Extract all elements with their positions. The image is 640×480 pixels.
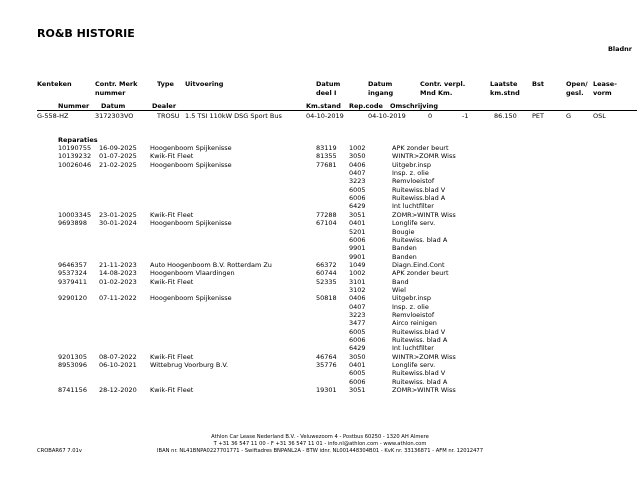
repair-kmstand: 46764	[316, 352, 337, 361]
footer-registration: IBAN nr. NL41BNPA0227701771 - Swiftadres BNPANL2A - BTW idnr. NL001448304B01 - KvK nr. 33136871 - AFM nr. 12012477	[156, 448, 483, 454]
footer-form-code: CROBAR67 7.01v	[37, 448, 82, 454]
repair-omschrijving: Longlife serv.	[392, 361, 436, 370]
repair-dealer: Kwik-Fit Fleet	[150, 277, 194, 286]
repair-code: 3223	[349, 311, 366, 319]
repair-code: 0406	[349, 294, 366, 303]
table-row	[0, 228, 640, 236]
repair-omschrijving: Ruitewiss.blad V	[392, 185, 446, 194]
repair-code: 6429	[349, 344, 366, 353]
repair-code: 3223	[349, 177, 366, 186]
repair-code: 3050	[349, 152, 366, 161]
table-row	[0, 319, 640, 327]
repair-omschrijving: Diagn.Eind.Cont	[392, 260, 445, 269]
repair-kmstand: 50818	[316, 294, 337, 303]
table-row	[0, 219, 640, 227]
repair-kmstand: 66372	[316, 260, 337, 269]
repair-dealer: Hoogenboom Spijkenisse	[150, 294, 232, 303]
repair-nummer: 9290120	[58, 294, 87, 303]
repair-datum: 21-02-2025	[99, 160, 137, 169]
repair-omschrijving: Ruitewiss.blad A	[392, 194, 446, 203]
repair-omschrijving: ZOMR>WINTR Wiss	[392, 386, 456, 395]
repair-datum: 06-10-2021	[99, 361, 137, 370]
repair-dealer: Kwik-Fit Fleet	[150, 352, 194, 361]
repair-kmstand: 83119	[316, 144, 337, 152]
repair-kmstand: 52335	[316, 277, 337, 286]
repair-code: 0401	[349, 219, 366, 228]
repair-datum: 07-11-2022	[99, 294, 137, 303]
table-row	[0, 244, 640, 252]
repair-omschrijving: Int luchtfilter	[392, 202, 434, 211]
repair-datum: 23-01-2025	[99, 210, 137, 219]
table-row	[0, 369, 640, 377]
vehicle-lease: OSL	[593, 112, 606, 120]
repair-omschrijving: Wiel	[392, 285, 406, 294]
repair-omschrijving: Bougie	[392, 227, 415, 236]
repair-kmstand: 77288	[316, 210, 337, 219]
table-row	[0, 386, 640, 394]
repair-code: 3101	[349, 277, 366, 286]
table-row	[0, 194, 640, 202]
repair-datum: 30-01-2024	[99, 219, 137, 228]
section-label-reparaties: Reparaties	[58, 136, 98, 144]
vehicle-bst: PET	[532, 112, 544, 120]
repair-datum: 01-07-2025	[99, 152, 137, 161]
repair-omschrijving: Int luchtfilter	[392, 344, 434, 353]
table-row	[0, 261, 640, 269]
repair-dealer: Wittebrug Voorburg B.V.	[150, 361, 229, 370]
subheader-dealer: Dealer	[152, 102, 177, 110]
repair-code: 3102	[349, 285, 366, 294]
repair-code: 6005	[349, 327, 366, 336]
repair-nummer: 8741156	[58, 386, 87, 395]
page-title: RO&B HISTORIE	[37, 27, 135, 40]
repair-code: 6006	[349, 377, 366, 386]
table-row	[0, 186, 640, 194]
vehicle-open: G	[566, 112, 572, 120]
table-row	[0, 202, 640, 210]
repair-code: 6005	[349, 185, 366, 194]
table-row	[0, 177, 640, 185]
vehicle-type: TROSU	[157, 112, 180, 120]
table-row	[0, 353, 640, 361]
repair-omschrijving: Ruitewiss.blad V	[392, 327, 446, 336]
header-bst: Bst	[532, 80, 544, 88]
repair-code: 6005	[349, 369, 366, 378]
subheader-nummer: Nummer	[58, 102, 90, 110]
repair-code: 3051	[349, 386, 366, 395]
repair-dealer: Auto Hoogenboom B.V. Rotterdam Zu	[150, 260, 272, 269]
repair-code: 6006	[349, 194, 366, 203]
header-uitvoering: Uitvoering	[185, 80, 224, 88]
vehicle-km: -1	[462, 112, 469, 120]
vehicle-kenteken: G-558-HZ	[37, 112, 69, 120]
table-row	[0, 344, 640, 352]
table-row	[0, 152, 640, 160]
repair-datum: 16-09-2025	[99, 144, 137, 152]
table-row	[0, 286, 640, 294]
header-open: Open/ gesl.	[566, 80, 588, 97]
repair-code: 3051	[349, 210, 366, 219]
footer-address: Athlon Car Lease Nederland B.V. - Veluwezoom 4 - Postbus 60250 - 1320 AH Almere	[211, 434, 429, 440]
repair-nummer: 8953096	[58, 361, 87, 370]
header-contract-merk: Contr. Merk nummer	[95, 80, 138, 97]
repair-dealer: Hoogenboom Spijkenisse	[150, 219, 232, 228]
repair-kmstand: 67104	[316, 219, 337, 228]
repair-dealer: Kwik-Fit Fleet	[150, 152, 194, 161]
repair-nummer: 9379411	[58, 277, 87, 286]
table-row	[0, 278, 640, 286]
repair-dealer: Hoogenboom Vlaardingen	[150, 269, 235, 278]
footer-contact: T +31 36 547 11 00 - F +31 36 547 11 01 - info.nl@athlon.com - www.athlon.com	[213, 441, 427, 447]
repair-omschrijving: Insp. z. olie	[392, 302, 429, 311]
table-row	[0, 378, 640, 386]
repair-omschrijving: Airco reinigen	[392, 319, 437, 328]
table-row	[0, 311, 640, 319]
repair-datum: 28-12-2020	[99, 386, 137, 395]
repair-kmstand: 35776	[316, 361, 337, 370]
vehicle-uitvoering: 1.5 TSI 110kW DSG Sport Bus	[185, 112, 282, 120]
table-row	[0, 211, 640, 219]
table-row	[0, 269, 640, 277]
repair-omschrijving: Longlife serv.	[392, 219, 436, 228]
header-type: Type	[157, 80, 174, 88]
repair-datum: 01-02-2023	[99, 277, 137, 286]
repair-omschrijving: WINTR>ZOMR Wiss	[392, 152, 456, 161]
header-divider	[37, 110, 637, 111]
repair-nummer: 9646357	[58, 260, 87, 269]
repair-kmstand: 19301	[316, 386, 337, 395]
header-datum-ingang: Datum ingang	[368, 80, 394, 97]
subheader-datum: Datum	[101, 102, 126, 110]
repair-code: 6006	[349, 235, 366, 244]
repair-dealer: Kwik-Fit Fleet	[150, 386, 194, 395]
header-laatste: Laatste km.stnd	[490, 80, 520, 97]
repair-omschrijving: Banden	[392, 244, 417, 253]
repair-omschrijving: APK zonder beurt	[392, 144, 449, 152]
repair-nummer: 9201305	[58, 352, 87, 361]
repair-code: 1002	[349, 144, 366, 152]
repair-code: 6429	[349, 202, 366, 211]
repair-omschrijving: Ruitewiss. blad A	[392, 377, 448, 386]
repair-dealer: Hoogenboom Spijkenisse	[150, 160, 232, 169]
repair-dealer: Kwik-Fit Fleet	[150, 210, 194, 219]
table-row	[0, 253, 640, 261]
header-contr-verpl: Contr. verpl. Mnd Km.	[420, 80, 466, 97]
page-number-label: Bladnr	[607, 45, 632, 53]
repair-code: 0401	[349, 361, 366, 370]
repair-datum: 14-08-2023	[99, 269, 137, 278]
repair-code: 1049	[349, 260, 366, 269]
vehicle-datum-ingang: 04-10-2019	[368, 112, 406, 120]
header-datum-deel: Datum deel I	[316, 80, 341, 97]
repair-omschrijving: Ruitewiss. blad A	[392, 235, 448, 244]
repair-code: 0407	[349, 169, 366, 178]
table-row	[0, 161, 640, 169]
repair-dealer: Hoogenboom Spijkenisse	[150, 144, 232, 152]
subheader-repcode: Rep.code	[349, 102, 383, 110]
repair-nummer: 10139232	[58, 152, 92, 161]
table-row	[0, 169, 640, 177]
repair-nummer: 10026046	[58, 160, 92, 169]
subheader-kmstand: Km.stand	[306, 102, 341, 110]
repair-code: 3050	[349, 352, 366, 361]
repair-kmstand: 77681	[316, 160, 337, 169]
repair-code: 5201	[349, 227, 366, 236]
table-row	[0, 361, 640, 369]
repair-nummer: 9537324	[58, 269, 87, 278]
table-row	[0, 336, 640, 344]
repair-omschrijving: Ruitewiss. blad A	[392, 336, 448, 345]
header-kenteken: Kenteken	[37, 80, 72, 88]
table-row	[0, 144, 640, 152]
repair-nummer: 10190755	[58, 144, 92, 152]
repair-omschrijving: Banden	[392, 252, 417, 261]
repair-code: 3477	[349, 319, 366, 328]
table-row	[0, 328, 640, 336]
table-row	[0, 303, 640, 311]
repair-code: 6006	[349, 336, 366, 345]
repair-code: 0407	[349, 302, 366, 311]
repair-code: 9901	[349, 244, 366, 253]
repair-omschrijving: ZOMR>WINTR Wiss	[392, 210, 456, 219]
vehicle-contract: 3172303VO	[95, 112, 134, 120]
repair-kmstand: 60744	[316, 269, 337, 278]
repair-omschrijving: APK zonder beurt	[392, 269, 449, 278]
repair-omschrijving: Uitgebr.insp	[392, 294, 431, 303]
repair-code: 0406	[349, 160, 366, 169]
repair-nummer: 9693898	[58, 219, 87, 228]
header-lease: Lease- vorm	[593, 80, 617, 97]
vehicle-datum-deel: 04-10-2019	[306, 112, 344, 120]
table-row	[0, 236, 640, 244]
table-row	[0, 294, 640, 302]
subheader-omschrijving: Omschrijving	[390, 102, 439, 110]
repair-omschrijving: Band	[392, 277, 409, 286]
repair-omschrijving: Uitgebr.insp	[392, 160, 431, 169]
repair-nummer: 10003345	[58, 210, 92, 219]
repair-code: 1002	[349, 269, 366, 278]
repair-omschrijving: Ruitewiss.blad V	[392, 369, 446, 378]
repair-datum: 08-07-2022	[99, 352, 137, 361]
repair-omschrijving: Remvloeistof	[392, 177, 435, 186]
repair-omschrijving: Remvloeistof	[392, 311, 435, 319]
vehicle-mnd: 0	[428, 112, 433, 120]
repair-code: 9901	[349, 252, 366, 261]
repair-kmstand: 81355	[316, 152, 337, 161]
vehicle-laatste: 86.150	[494, 112, 517, 120]
repair-datum: 21-11-2023	[99, 260, 137, 269]
repair-omschrijving: Insp. z. olie	[392, 169, 429, 178]
repair-omschrijving: WINTR>ZOMR Wiss	[392, 352, 456, 361]
